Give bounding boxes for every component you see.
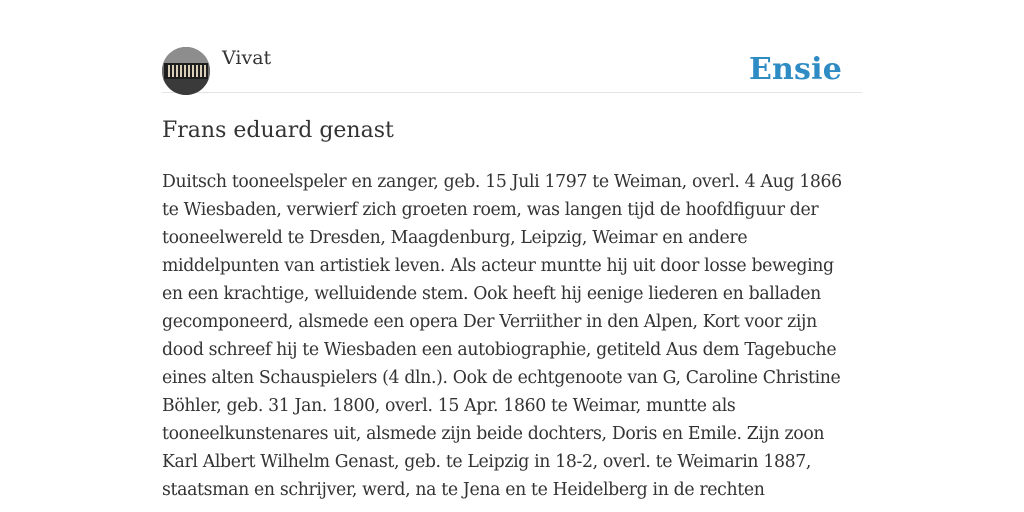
body-line: gecomponeerd, alsmede een opera Der Verriither in den Alpen, Kort voor zijn — [162, 312, 817, 332]
author-name[interactable]: Vivat — [222, 47, 272, 69]
avatar-icon — [162, 47, 210, 95]
body-line: en een krachtige, welluidende stem. Ook heeft hij eenige liederen en balladen — [162, 284, 821, 304]
body-line: tooneelwereld te Dresden, Maagdenburg, Leipzig, Weimar en andere — [162, 228, 748, 248]
header — [162, 46, 862, 93]
brand-logo[interactable]: Ensie — [748, 52, 842, 87]
body-line: te Wiesbaden, verwierf zich groeten roem, was langen tijd de hoofdfiguur der — [162, 200, 819, 220]
article-body — [162, 168, 862, 504]
body-line: eines alten Schauspielers (4 dln.). Ook de echtgenoote van G, Caroline Christine — [162, 368, 841, 388]
body-line: middelpunten van artistiek leven. Als acteur muntte hij uit door losse beweging — [162, 256, 834, 276]
body-line: dood schreef hij te Wiesbaden een autobiographie, getiteld Aus dem Tagebuche — [162, 340, 837, 360]
body-line: tooneelkunstenares uit, alsmede zijn beide dochters, Doris en Emile. Zijn zoon — [162, 424, 825, 444]
avatar[interactable] — [162, 47, 210, 95]
body-line: Böhler, geb. 31 Jan. 1800, overl. 15 Apr. 1860 te Weimar, muntte als — [162, 396, 736, 416]
body-line: Duitsch tooneelspeler en zanger, geb. 15 Juli 1797 te Weiman, overl. 4 Aug 1866 — [162, 172, 842, 192]
body-line: staatsman en schrijver, werd, na te Jena en te Heidelberg in de rechten — [162, 480, 765, 500]
body-line: Karl Albert Wilhelm Genast, geb. te Leipzig in 18-2, overl. te Weimarin 1887, — [162, 452, 812, 472]
page-title: Frans eduard genast — [162, 118, 394, 143]
